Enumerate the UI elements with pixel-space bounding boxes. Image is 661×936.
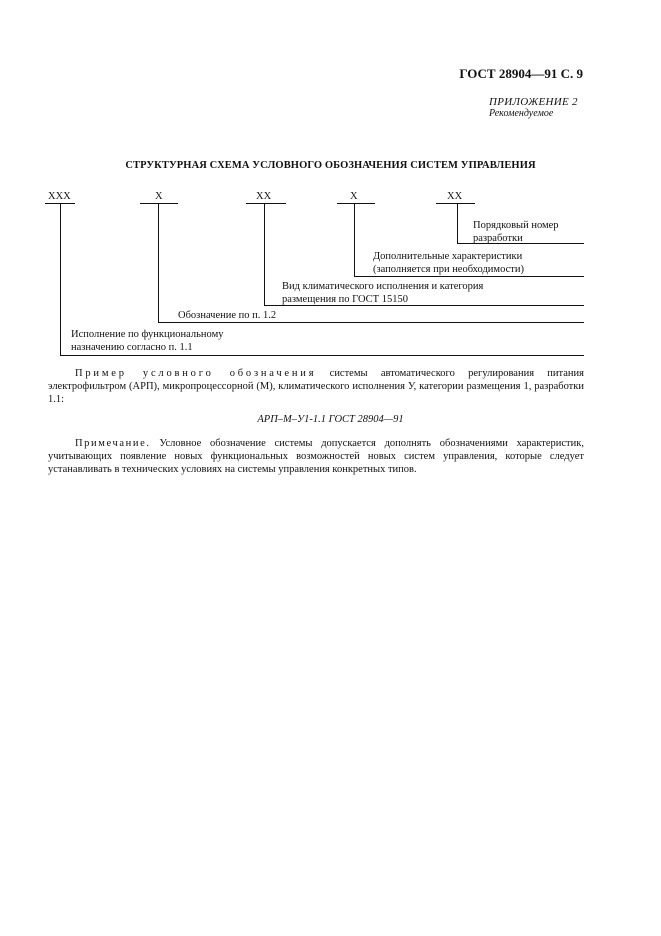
note-lead: Примечание. (75, 438, 151, 449)
example-formula: АРП–М–У1-1.1 ГОСТ 28904—91 (257, 414, 404, 425)
leader-3 (264, 204, 265, 305)
document-header: ГОСТ 28904—91 С. 9 (459, 66, 583, 81)
code-3-underline (246, 203, 286, 204)
leader-1 (60, 204, 61, 355)
example-lead: Пример условного обозначения (75, 368, 317, 379)
code-2-underline (140, 203, 178, 204)
code-5: XX (447, 191, 463, 202)
example-paragraph (48, 367, 584, 406)
code-2: X (155, 191, 163, 202)
code-1: XXX (48, 191, 71, 202)
label-climatic-line1: Вид климатического исполнения и категория (282, 281, 484, 292)
label-additional (373, 250, 524, 276)
label-designation (178, 309, 276, 322)
label-serial (473, 219, 559, 245)
note-paragraph (48, 437, 584, 476)
appendix-label: ПРИЛОЖЕНИЕ 2 (489, 96, 578, 108)
code-3: XX (256, 191, 272, 202)
label-climatic-line2: размещения по ГОСТ 15150 (282, 294, 408, 305)
leader-4 (354, 204, 355, 276)
bracket-5 (60, 355, 584, 356)
bracket-4 (158, 322, 584, 323)
example-text-2: электрофильтром (АРП), микропроцессорной (М), климатического исполнения У, категории размещения 1, разработки 1.1: (48, 381, 584, 405)
label-designation-line1: Обозначение по п. 1.2 (178, 310, 277, 321)
leader-2 (158, 204, 159, 322)
label-serial-line1: Порядковый номер (473, 220, 559, 231)
bracket-2 (354, 276, 584, 277)
label-function (71, 328, 223, 354)
label-serial-line2: разработки (473, 233, 523, 244)
code-4-underline (337, 203, 375, 204)
leader-5 (457, 204, 458, 243)
label-function-line1: Исполнение по функциональному (71, 329, 224, 340)
label-climatic (282, 280, 483, 306)
label-additional-line2: (заполняется при необходимости) (373, 264, 524, 275)
label-additional-line1: Дополнительные характеристики (373, 251, 523, 262)
note-text: Условное обозначение системы допускается дополнять обозначениями характеристик, учитывающих появление новых функциональных возможностей новых систем управления, которые следует устанавливать в технических условиях на системы управления конкретных типов. (48, 438, 584, 475)
label-function-line2: назначению согласно п. 1.1 (71, 342, 193, 353)
example-text-1: системы автоматического регулирования питания (329, 368, 584, 379)
recommended-label: Рекомендуемое (489, 108, 554, 119)
code-5-underline (436, 203, 475, 204)
scheme-title: СТРУКТУРНАЯ СХЕМА УСЛОВНОГО ОБОЗНАЧЕНИЯ СИСТЕМ УПРАВЛЕНИЯ (125, 160, 536, 171)
code-4: X (350, 191, 358, 202)
